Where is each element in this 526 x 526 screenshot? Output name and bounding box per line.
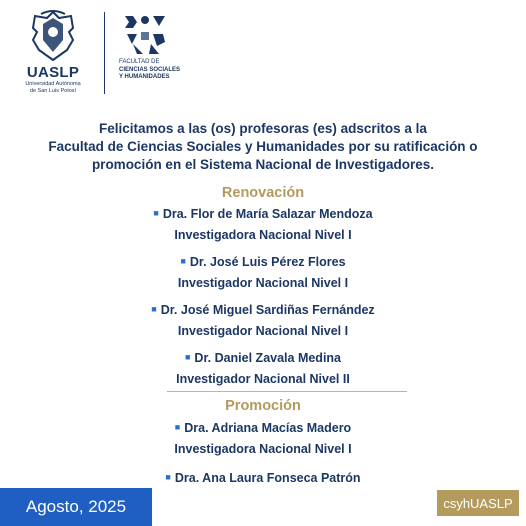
hashtag-badge: csyhUASLP [437,490,519,516]
logo-divider [104,12,105,94]
promocion-entry [0,417,526,460]
entry-level: Investigadora Nacional Nivel I [174,228,352,242]
faculty-name [119,59,180,82]
bullet-icon: ■ [180,256,186,266]
entry-name: Dr. José Luis Pérez Flores [189,255,346,269]
intro-line-3: promoción en el Sistema Nacional de Investigadores. [91,157,435,172]
uaslp-subtitle-2: de San Luis Potosí [29,87,77,94]
entry-level: Investigador Nacional Nivel I [177,276,349,290]
bullet-icon: ■ [153,208,159,218]
faculty-logo [119,10,180,82]
entry-level: Investigadora Nacional Nivel I [174,442,352,456]
renovacion-entry [0,299,526,342]
renovacion-title: Renovación [221,185,305,201]
faculty-line-3: Y HUMANIDADES [119,74,170,80]
entry-name: Dra. Flor de María Salazar Mendoza [162,207,373,221]
entry-name: Dr. Daniel Zavala Medina [194,351,342,365]
intro-text [10,120,516,174]
uaslp-subtitle-1: Universidad Autónoma [25,81,81,87]
entry-name: Dra. Adriana Macías Madero [184,421,352,435]
intro-line-2: Facultad de Ciencias Sociales y Humanidades por su ratificación o [48,139,478,154]
bullet-icon: ■ [174,422,181,432]
bullet-icon: ■ [184,352,191,362]
entry-level: Investigador Nacional Nivel I [177,324,349,338]
entry-name: Dra. Ana Laura Fonseca Patrón [174,471,361,485]
faculty-mark-icon [123,14,167,56]
promocion-title: Promoción [225,398,301,414]
uaslp-shield-icon [27,10,79,62]
bullet-icon: ■ [165,472,171,482]
bullet-icon: ■ [151,304,157,314]
renovacion-entry [0,251,526,294]
uaslp-name: UASLP [26,64,80,81]
faculty-line-1: FACULTAD DE [119,59,160,65]
intro-line-1: Felicitamos a las (os) profesoras (es) adscritos a la [99,121,427,136]
faculty-line-2: CIENCIAS SOCIALES [119,66,181,73]
section-divider [167,391,407,392]
uaslp-logo [16,10,90,94]
header-logos [16,10,180,100]
date-badge: Agosto, 2025 [0,488,152,526]
entry-name: Dr. José Miguel Sardiñas Fernández [160,303,375,317]
promocion-entry [0,467,526,489]
entry-level: Investigador Nacional Nivel II [176,372,350,386]
renovacion-entry [0,347,526,390]
renovacion-entry [0,203,526,246]
